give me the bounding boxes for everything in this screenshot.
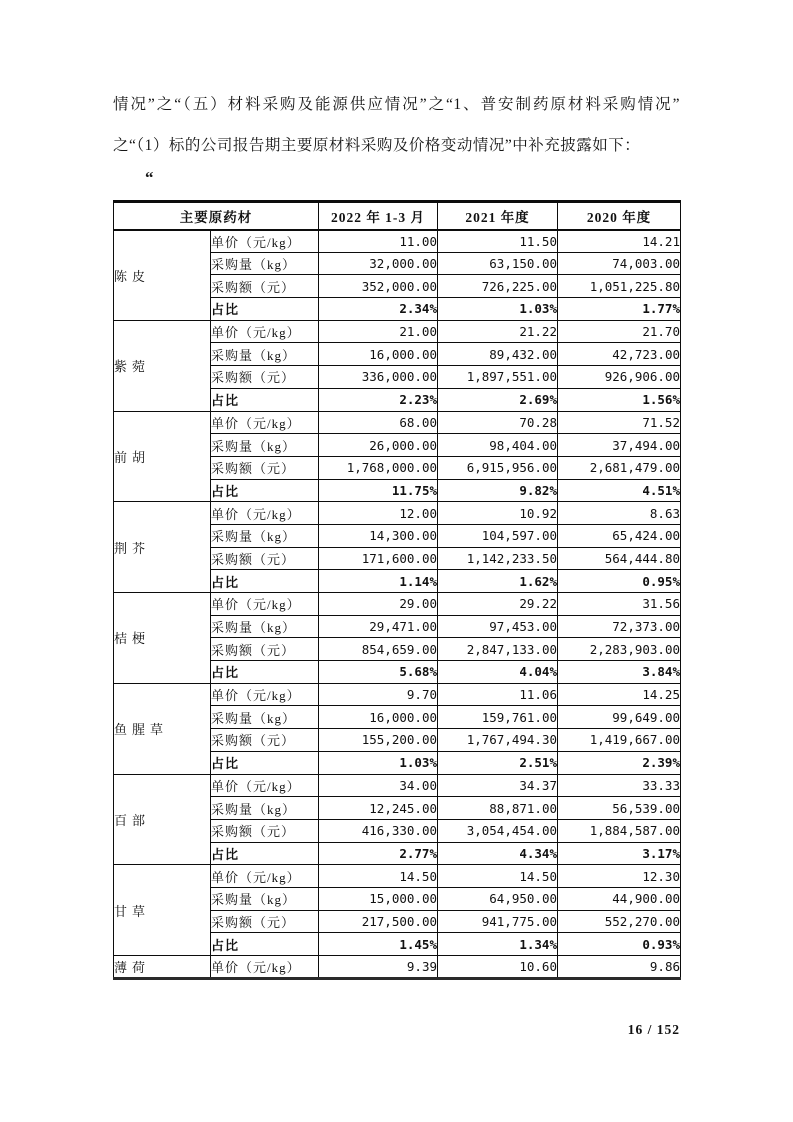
metric-label-cell: 采购量（kg）: [211, 343, 319, 366]
col-header-2022: 2022 年 1-3 月: [319, 202, 438, 230]
metric-label-cell: 占比: [211, 751, 319, 774]
metric-label-cell: 采购量（kg）: [211, 524, 319, 547]
value-cell: 0.93%: [558, 933, 681, 956]
value-cell: 9.82%: [438, 479, 558, 502]
value-cell: 14.50: [438, 865, 558, 888]
material-name-cell: 陈皮: [114, 230, 211, 321]
value-cell: 1,142,233.50: [438, 547, 558, 570]
value-cell: 217,500.00: [319, 910, 438, 933]
metric-label-cell: 占比: [211, 479, 319, 502]
value-cell: 1,884,587.00: [558, 819, 681, 842]
value-cell: 33.33: [558, 774, 681, 797]
value-cell: 11.06: [438, 683, 558, 706]
value-cell: 11.00: [319, 230, 438, 253]
table-row: [114, 230, 681, 253]
value-cell: 74,003.00: [558, 252, 681, 275]
value-cell: 65,424.00: [558, 524, 681, 547]
value-cell: 68.00: [319, 411, 438, 434]
value-cell: 3.84%: [558, 661, 681, 684]
value-cell: 941,775.00: [438, 910, 558, 933]
metric-label-cell: 占比: [211, 570, 319, 593]
value-cell: 1,051,225.80: [558, 275, 681, 298]
value-cell: 552,270.00: [558, 910, 681, 933]
value-cell: 12,245.00: [319, 797, 438, 820]
value-cell: 63,150.00: [438, 252, 558, 275]
value-cell: 104,597.00: [438, 524, 558, 547]
value-cell: 16,000.00: [319, 343, 438, 366]
value-cell: 4.04%: [438, 661, 558, 684]
value-cell: 1.03%: [438, 298, 558, 321]
value-cell: 26,000.00: [319, 434, 438, 457]
value-cell: 97,453.00: [438, 615, 558, 638]
col-header-material: 主要原药材: [114, 202, 319, 230]
value-cell: 12.00: [319, 502, 438, 525]
raw-materials-procurement-table: [113, 200, 681, 980]
material-name-cell: 紫菀: [114, 320, 211, 411]
value-cell: 14,300.00: [319, 524, 438, 547]
metric-label-cell: 采购额（元）: [211, 819, 319, 842]
metric-label-cell: 采购量（kg）: [211, 797, 319, 820]
metric-label-cell: 采购额（元）: [211, 638, 319, 661]
value-cell: 2.77%: [319, 842, 438, 865]
value-cell: 1.62%: [438, 570, 558, 593]
value-cell: 14.50: [319, 865, 438, 888]
metric-label-cell: 占比: [211, 661, 319, 684]
metric-label-cell: 采购额（元）: [211, 456, 319, 479]
value-cell: 16,000.00: [319, 706, 438, 729]
value-cell: 1,419,667.00: [558, 729, 681, 752]
table-body: [114, 230, 681, 979]
value-cell: 8.63: [558, 502, 681, 525]
value-cell: 44,900.00: [558, 887, 681, 910]
material-name-cell: 鱼腥草: [114, 683, 211, 774]
metric-label-cell: 占比: [211, 842, 319, 865]
value-cell: 15,000.00: [319, 887, 438, 910]
value-cell: 2.39%: [558, 751, 681, 774]
table-row: [114, 411, 681, 434]
value-cell: 21.22: [438, 320, 558, 343]
metric-label-cell: 单价（元/kg）: [211, 774, 319, 797]
metric-label-cell: 采购量（kg）: [211, 706, 319, 729]
value-cell: 2.51%: [438, 751, 558, 774]
value-cell: 854,659.00: [319, 638, 438, 661]
value-cell: 10.60: [438, 956, 558, 979]
value-cell: 29.22: [438, 593, 558, 616]
metric-label-cell: 单价（元/kg）: [211, 502, 319, 525]
value-cell: 70.28: [438, 411, 558, 434]
value-cell: 726,225.00: [438, 275, 558, 298]
value-cell: 1.77%: [558, 298, 681, 321]
table-row: [114, 683, 681, 706]
value-cell: 6,915,956.00: [438, 456, 558, 479]
metric-label-cell: 采购量（kg）: [211, 434, 319, 457]
value-cell: 21.00: [319, 320, 438, 343]
value-cell: 1.45%: [319, 933, 438, 956]
value-cell: 2,283,903.00: [558, 638, 681, 661]
value-cell: 56,539.00: [558, 797, 681, 820]
value-cell: 71.52: [558, 411, 681, 434]
value-cell: 42,723.00: [558, 343, 681, 366]
paragraph-line-1: 情况”之“（五）材料采购及能源供应情况”之“1、普安制药原材料采购情况”: [113, 96, 680, 113]
material-name-cell: 桔梗: [114, 593, 211, 684]
table-row: [114, 865, 681, 888]
material-name-cell: 前胡: [114, 411, 211, 502]
metric-label-cell: 采购量（kg）: [211, 615, 319, 638]
value-cell: 159,761.00: [438, 706, 558, 729]
value-cell: 155,200.00: [319, 729, 438, 752]
value-cell: 98,404.00: [438, 434, 558, 457]
value-cell: 1,767,494.30: [438, 729, 558, 752]
value-cell: 12.30: [558, 865, 681, 888]
body-paragraph: [113, 84, 680, 166]
value-cell: 29.00: [319, 593, 438, 616]
value-cell: 2.34%: [319, 298, 438, 321]
value-cell: 1.34%: [438, 933, 558, 956]
value-cell: 926,906.00: [558, 366, 681, 389]
value-cell: 72,373.00: [558, 615, 681, 638]
material-name-cell: 荆芥: [114, 502, 211, 593]
value-cell: 1,897,551.00: [438, 366, 558, 389]
value-cell: 1,768,000.00: [319, 456, 438, 479]
opening-quote-mark: “: [145, 168, 154, 187]
value-cell: 14.21: [558, 230, 681, 253]
table-row: [114, 593, 681, 616]
value-cell: 564,444.80: [558, 547, 681, 570]
col-header-2021: 2021 年度: [438, 202, 558, 230]
table-row: [114, 320, 681, 343]
value-cell: 31.56: [558, 593, 681, 616]
metric-label-cell: 占比: [211, 298, 319, 321]
metric-label-cell: 占比: [211, 933, 319, 956]
value-cell: 9.86: [558, 956, 681, 979]
value-cell: 9.39: [319, 956, 438, 979]
metric-label-cell: 占比: [211, 388, 319, 411]
value-cell: 29,471.00: [319, 615, 438, 638]
value-cell: 89,432.00: [438, 343, 558, 366]
metric-label-cell: 单价（元/kg）: [211, 593, 319, 616]
metric-label-cell: 采购额（元）: [211, 547, 319, 570]
value-cell: 9.70: [319, 683, 438, 706]
value-cell: 1.14%: [319, 570, 438, 593]
value-cell: 11.75%: [319, 479, 438, 502]
value-cell: 2.69%: [438, 388, 558, 411]
metric-label-cell: 单价（元/kg）: [211, 683, 319, 706]
value-cell: 3,054,454.00: [438, 819, 558, 842]
value-cell: 88,871.00: [438, 797, 558, 820]
value-cell: 10.92: [438, 502, 558, 525]
metric-label-cell: 单价（元/kg）: [211, 230, 319, 253]
value-cell: 416,330.00: [319, 819, 438, 842]
value-cell: 11.50: [438, 230, 558, 253]
table-header-row: [114, 202, 681, 230]
value-cell: 4.34%: [438, 842, 558, 865]
table-row: [114, 956, 681, 979]
paragraph-line-2: 之“（1）标的公司报告期主要原材料采购及价格变动情况”中补充披露如下：: [113, 137, 641, 154]
metric-label-cell: 采购量（kg）: [211, 252, 319, 275]
value-cell: 34.37: [438, 774, 558, 797]
metric-label-cell: 采购额（元）: [211, 366, 319, 389]
table-row: [114, 774, 681, 797]
metric-label-cell: 单价（元/kg）: [211, 320, 319, 343]
value-cell: 37,494.00: [558, 434, 681, 457]
page-number: 16 / 152: [627, 1022, 680, 1037]
value-cell: 34.00: [319, 774, 438, 797]
col-header-2020: 2020 年度: [558, 202, 681, 230]
value-cell: 171,600.00: [319, 547, 438, 570]
value-cell: 1.03%: [319, 751, 438, 774]
value-cell: 99,649.00: [558, 706, 681, 729]
material-name-cell: 甘草: [114, 865, 211, 956]
value-cell: 352,000.00: [319, 275, 438, 298]
metric-label-cell: 单价（元/kg）: [211, 411, 319, 434]
value-cell: 1.56%: [558, 388, 681, 411]
table-row: [114, 502, 681, 525]
value-cell: 32,000.00: [319, 252, 438, 275]
value-cell: 2.23%: [319, 388, 438, 411]
value-cell: 2,847,133.00: [438, 638, 558, 661]
value-cell: 0.95%: [558, 570, 681, 593]
value-cell: 336,000.00: [319, 366, 438, 389]
value-cell: 21.70: [558, 320, 681, 343]
value-cell: 2,681,479.00: [558, 456, 681, 479]
material-name-cell: 百部: [114, 774, 211, 865]
value-cell: 64,950.00: [438, 887, 558, 910]
metric-label-cell: 单价（元/kg）: [211, 865, 319, 888]
material-name-cell: 薄荷: [114, 956, 211, 979]
metric-label-cell: 单价（元/kg）: [211, 956, 319, 979]
value-cell: 5.68%: [319, 661, 438, 684]
value-cell: 3.17%: [558, 842, 681, 865]
metric-label-cell: 采购额（元）: [211, 275, 319, 298]
metric-label-cell: 采购量（kg）: [211, 887, 319, 910]
value-cell: 14.25: [558, 683, 681, 706]
metric-label-cell: 采购额（元）: [211, 910, 319, 933]
value-cell: 4.51%: [558, 479, 681, 502]
metric-label-cell: 采购额（元）: [211, 729, 319, 752]
